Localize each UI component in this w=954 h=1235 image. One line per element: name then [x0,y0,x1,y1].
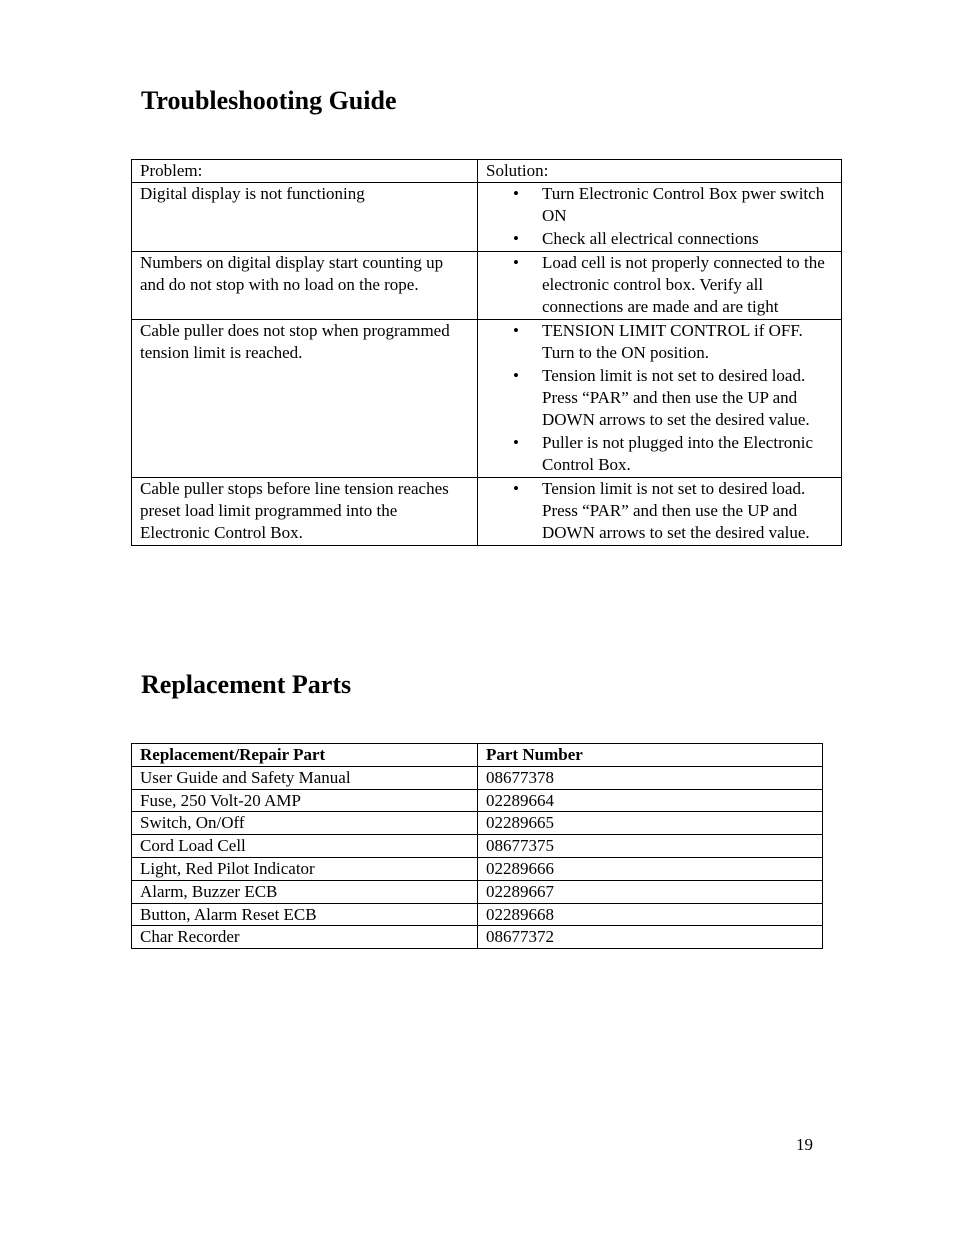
table-header-row [132,160,842,183]
problem-cell: Numbers on digital display start counting up and do not stop with no load on the rope. [132,252,478,320]
table-row [132,835,823,858]
solution-text: Puller is not plugged into the Electronic Control Box. [542,433,814,475]
part-name-cell: Alarm, Buzzer ECB [132,880,478,903]
troubleshooting-title: Troubleshooting Guide [141,86,397,115]
solution-cell [478,478,842,546]
part-name-cell: Char Recorder [132,926,478,949]
part-number-cell: 08677372 [478,926,823,949]
part-name-cell: Light, Red Pilot Indicator [132,857,478,880]
solution-list [478,320,833,476]
part-name-cell: Switch, On/Off [132,812,478,835]
problem-cell: Digital display is not functioning [132,183,478,252]
solution-text: TENSION LIMIT CONTROL if OFF. Turn to the ON position. [542,321,803,363]
table-row [132,252,842,320]
part-name-cell: User Guide and Safety Manual [132,766,478,789]
bullet-icon: • [513,229,519,249]
part-name-cell: Button, Alarm Reset ECB [132,903,478,926]
table-row [132,320,842,478]
list-item [478,228,833,250]
list-item [478,365,833,430]
table-row [132,789,823,812]
list-item [478,183,833,227]
part-number-cell: 02289664 [478,789,823,812]
table-row [132,903,823,926]
part-number-cell: 02289667 [478,880,823,903]
solution-list [478,478,833,543]
problem-cell: Cable puller does not stop when programmed tension limit is reached. [132,320,478,478]
problem-cell: Cable puller stops before line tension reaches preset load limit programmed into the Electronic Control Box. [132,478,478,546]
solution-list [478,252,833,317]
solution-header: Solution: [478,160,842,183]
bullet-icon: • [513,366,519,386]
solution-list [478,183,833,250]
table-header-row [132,744,823,767]
list-item [478,432,833,476]
bullet-icon: • [513,253,519,273]
solution-cell [478,252,842,320]
bullet-icon: • [513,321,519,341]
part-number-cell: 08677378 [478,766,823,789]
table-row [132,880,823,903]
solution-cell [478,320,842,478]
replacement-parts-title: Replacement Parts [141,670,352,699]
solution-text: Tension limit is not set to desired load. Press “PAR” and then use the UP and DOWN arrows to set the desired value. [542,479,810,542]
table-row [132,926,823,949]
part-header: Replacement/Repair Part [132,744,478,767]
part-name-cell: Fuse, 250 Volt-20 AMP [132,789,478,812]
bullet-icon: • [513,479,519,499]
table-row [132,183,842,252]
list-item [478,478,833,543]
part-number-cell: 02289668 [478,903,823,926]
part-number-cell: 02289666 [478,857,823,880]
table-row [132,857,823,880]
page-number: 19 [796,1135,813,1154]
solution-text: Load cell is not properly connected to the electronic control box. Verify all connections are made and are tight [542,253,825,316]
list-item [478,252,833,317]
part-number-header: Part Number [478,744,823,767]
part-number-cell: 02289665 [478,812,823,835]
troubleshooting-table [131,159,842,546]
table-row [132,478,842,546]
part-number-cell: 08677375 [478,835,823,858]
solution-text: Check all electrical connections [542,229,759,249]
table-row [132,766,823,789]
solution-text: Turn Electronic Control Box pwer switch ON [542,184,825,225]
table-row [132,812,823,835]
solution-text: Tension limit is not set to desired load. Press “PAR” and then use the UP and DOWN arrows to set the desired value. [542,366,810,429]
replacement-parts-table [131,743,823,949]
problem-header: Problem: [132,160,478,183]
list-item [478,320,833,364]
bullet-icon: • [513,184,519,203]
solution-cell [478,183,842,252]
bullet-icon: • [513,433,519,453]
part-name-cell: Cord Load Cell [132,835,478,858]
